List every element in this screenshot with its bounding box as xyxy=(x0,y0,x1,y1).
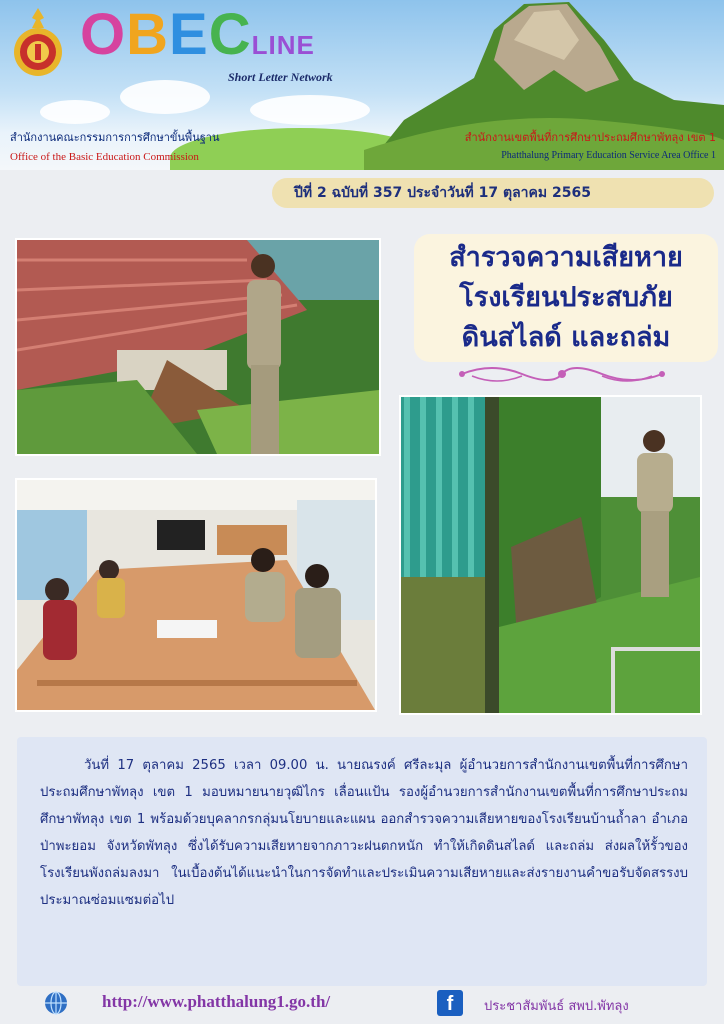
tagline: Short Letter Network xyxy=(228,70,333,84)
facebook-icon[interactable]: f xyxy=(437,990,463,1016)
cloud xyxy=(250,95,370,125)
headline-line-1: สำรวจความเสียหาย xyxy=(449,242,683,273)
brand-letter-b: B xyxy=(126,2,170,67)
office-name-en: Office of the Basic Education Commission xyxy=(10,151,199,163)
issue-bar: ปีที่ 2 ฉบับที่ 357 ประจำวันที่ 17 ตุลาคม 2565 xyxy=(272,178,714,208)
ornament-divider-icon xyxy=(452,360,672,388)
obec-emblem-icon xyxy=(10,6,66,78)
area-name-en: Phatthalung Primary Education Service Area Office 1 xyxy=(501,150,716,161)
area-name-th: สำนักงานเขตพื้นที่การศึกษาประถมศึกษาพัทลุง เขต 1 xyxy=(464,131,716,144)
photo-collapsed-fence xyxy=(399,395,702,715)
headline-line-2: โรงเรียนประสบภัย xyxy=(459,282,673,313)
globe-icon xyxy=(44,991,68,1015)
article-body: วันที่ 17 ตุลาคม 2565 เวลา 09.00 น. นายณรงค์ ศรีละมุล ผู้อำนวยการสำนักงานเขตพื้นที่การศึกษาประถมศึกษาพัทลุง เขต 1 มอบหมายนายวุฒิไกร เลื่อนแป้น รองผู้อำนวยการสำนักงานเขตพื้นที่การศึกษาประถมศึกษาพัทลุง เขต 1 พร้อมด้วยบุคลากรกลุ่มนโยบายและแผน ออกสำรวจความเสียหายของโรงเรียนบ้านถ้ำลา อำเภอป่าพะยอม จังหวัดพัทลุง ซึ่งได้รับความเสียหายจากภาวะฝนตกหนัก ทำให้เกิดดินสไลด์ และถล่ม ส่งผลให้รั้วของโรงเรียนพังถล่มลงมา ในเบื้องต้นได้แนะนำในการจัดทำและประเมินความเสียหายและส่งรายงานคำขอรับจัดสรรงบประมาณซ่อมแซมต่อไป xyxy=(40,758,688,908)
brand-line: LINE xyxy=(251,30,315,60)
website-link[interactable]: http://www.phatthalung1.go.th/ xyxy=(102,992,331,1011)
brand-letter-e: E xyxy=(169,2,209,67)
photo-collapsed-building xyxy=(15,238,381,456)
cloud xyxy=(120,80,210,114)
facebook-page-link[interactable]: ประชาสัมพันธ์ สพป.พัทลุง xyxy=(484,999,629,1014)
masthead xyxy=(0,0,724,170)
office-name-th: สำนักงานคณะกรรมการการศึกษาขั้นพื้นฐาน xyxy=(10,131,220,144)
cloud xyxy=(40,100,110,124)
brand-letter-c: C xyxy=(208,2,252,67)
headline xyxy=(414,238,718,358)
photo-meeting-room xyxy=(15,478,377,712)
brand-wordmark xyxy=(80,2,315,78)
headline-line-3: ดินสไลด์ และถล่ม xyxy=(461,322,671,353)
brand-letter-o: O xyxy=(80,2,127,67)
